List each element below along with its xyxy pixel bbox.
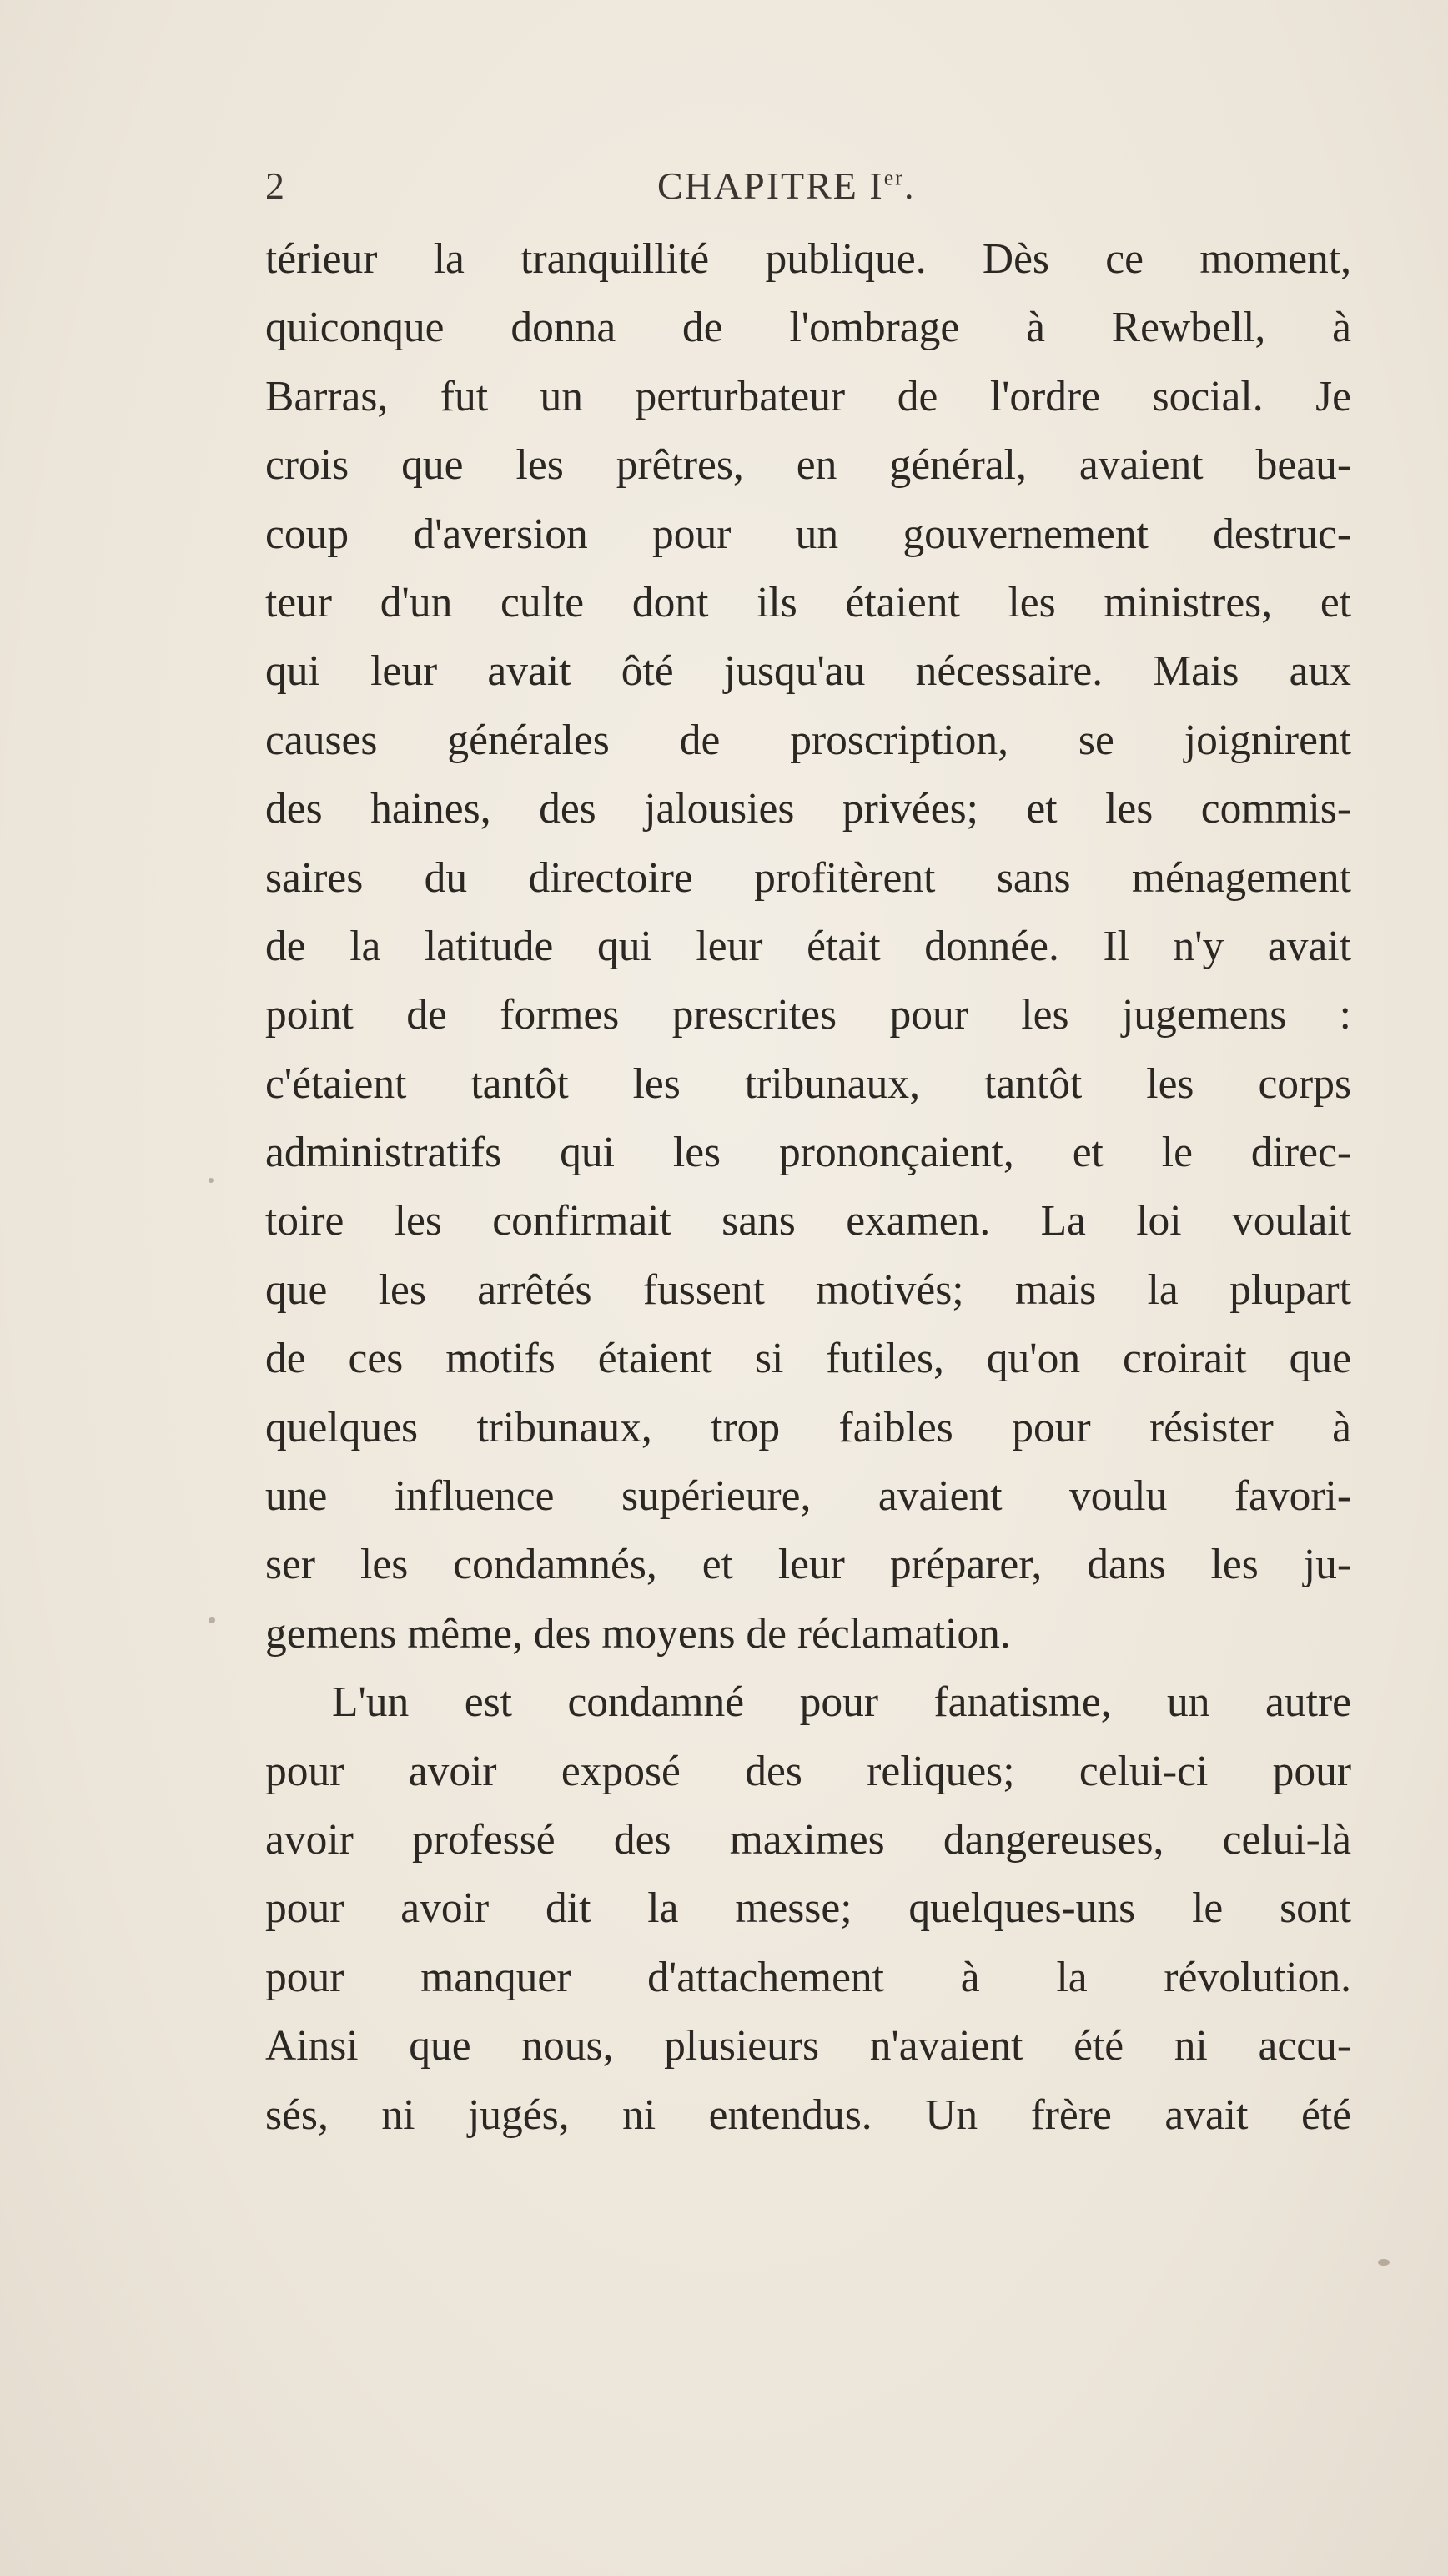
running-head	[265, 164, 1366, 214]
text-line: quiconque donna de l'ombrage à Rewbell, à	[265, 304, 1351, 352]
text-line: c'étaient tantôt les tribunaux, tantôt les corps	[265, 1059, 1351, 1108]
text-line: gemens même, des moyens de réclamation.	[265, 1609, 1011, 1658]
text-line: qui leur avait ôté jusqu'au nécessaire. Mais aux	[265, 647, 1351, 696]
text-line: crois que les prêtres, en général, avaient beau-	[265, 441, 1351, 490]
text-line: Ainsi que nous, plusieurs n'avaient été ni accu-	[265, 2022, 1351, 2070]
text-line: ser les condamnés, et leur préparer, dans les ju-	[265, 1541, 1351, 1589]
text-line: saires du directoire profitèrent sans ménagement	[265, 853, 1351, 902]
text-line: avoir professé des maximes dangereuses, celui-là	[265, 1815, 1351, 1864]
text-line: sés, ni jugés, ni entendus. Un frère avait été	[265, 2090, 1351, 2139]
chapter-title	[657, 164, 915, 208]
text-line: de ces motifs étaient si futiles, qu'on croirait que	[265, 1335, 1351, 1383]
text-line: quelques tribunaux, trop faibles pour résister à	[265, 1403, 1351, 1452]
text-line: de la latitude qui leur était donnée. Il n'y avait	[265, 922, 1351, 970]
body-text	[265, 225, 1351, 2150]
text-line: point de formes prescrites pour les jugemens :	[265, 991, 1351, 1039]
text-line: térieur la tranquillité publique. Dès ce moment,	[265, 235, 1351, 283]
text-line: une influence supérieure, avaient voulu favori-	[265, 1472, 1351, 1521]
paper-spot	[1378, 2259, 1390, 2266]
paper-spot	[209, 1617, 215, 1623]
chapter-number-suffix: er	[883, 165, 904, 190]
text-line: pour manquer d'attachement à la révolution.	[265, 1953, 1351, 2001]
text-line: causes générales de proscription, se joignirent	[265, 716, 1351, 764]
text-line: toire les confirmait sans examen. La loi voulait	[265, 1197, 1351, 1245]
text-line: coup d'aversion pour un gouvernement destruc-	[265, 510, 1351, 558]
text-line: pour avoir dit la messe; quelques-uns le sont	[265, 1884, 1351, 1933]
chapter-number: I	[869, 164, 884, 207]
text-line: administratifs qui les prononçaient, et le direc-	[265, 1129, 1351, 1177]
text-line: Barras, fut un perturbateur de l'ordre social. Je	[265, 372, 1351, 420]
text-line: que les arrêtés fussent motivés; mais la plupart	[265, 1265, 1351, 1314]
page-number: 2	[265, 164, 286, 207]
text-line: teur d'un culte dont ils étaient les ministres, et	[265, 578, 1351, 626]
chapter-period: .	[903, 164, 916, 207]
chapter-label: CHAPITRE	[657, 164, 858, 207]
text-line: L'un est condamné pour fanatisme, un autre	[332, 1678, 1351, 1727]
text-line: des haines, des jalousies privées; et les commis-	[265, 785, 1351, 833]
text-line: pour avoir exposé des reliques; celui-ci pour	[265, 1747, 1351, 1795]
paper-spot	[209, 1178, 214, 1183]
